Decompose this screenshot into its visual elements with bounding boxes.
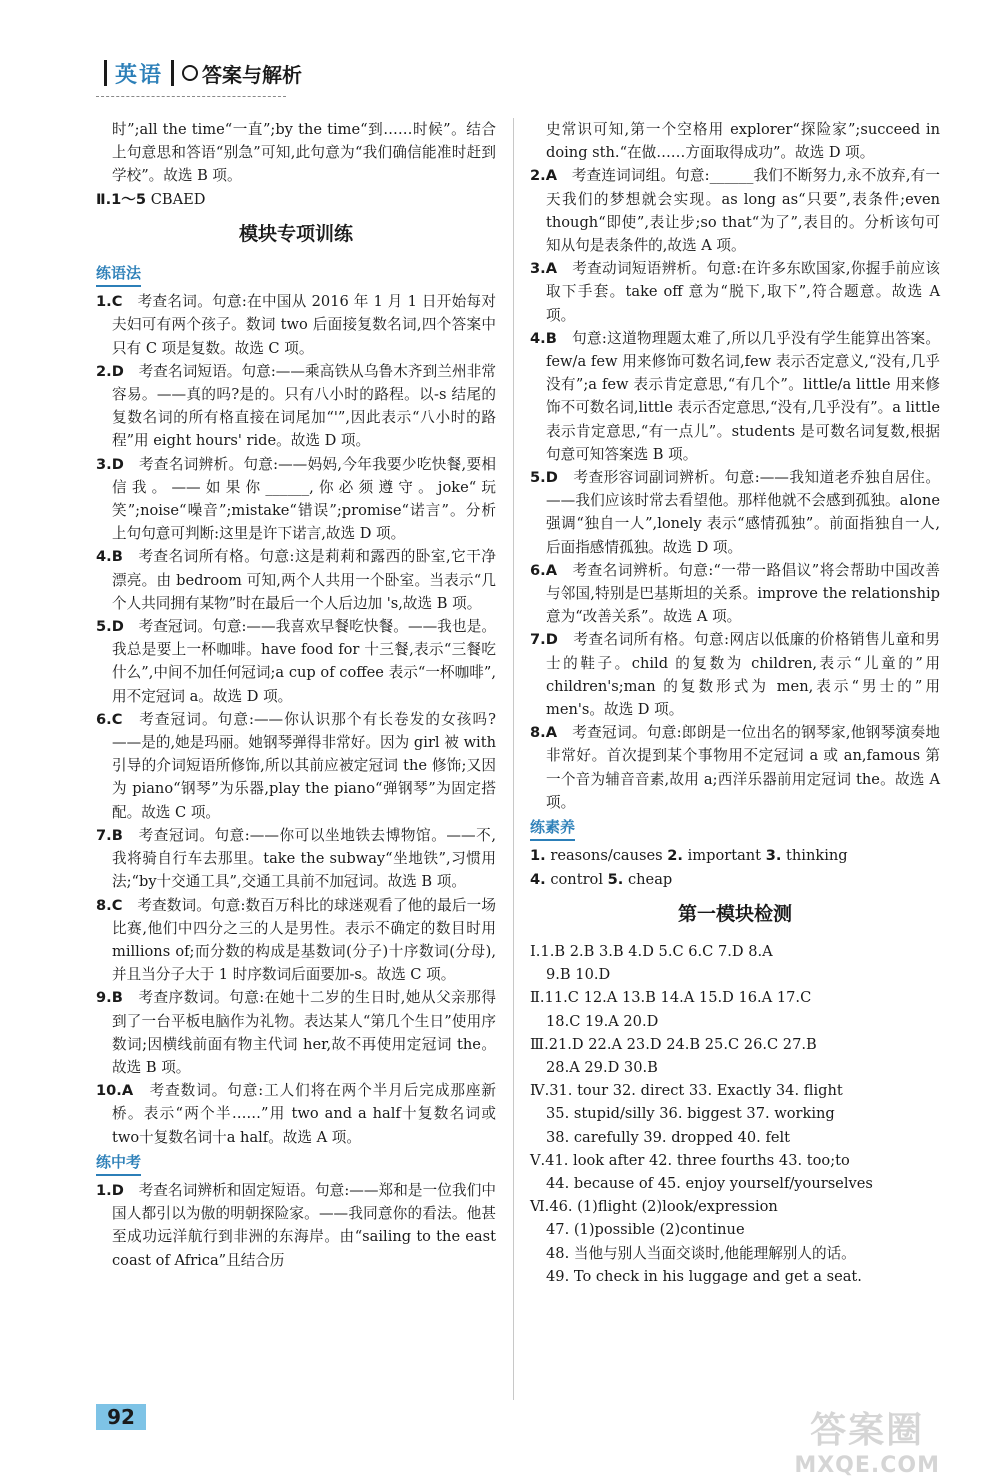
grammar-item: 6.C 考查冠词。句意:——你认识那个有长卷发的女孩吗?——是的,她是玛丽。她钢琴弹得非常好。因为 girl 被 with 引导的介词短语所修饰,所以其前应被定冠词 the 修饰;又因为 piano“钢琴”为乐器,play the piano“弹钢琴”为固定搭配。故选 C 项。 <box>96 710 496 821</box>
tag-exam: 练中考 <box>96 1151 141 1176</box>
grammar-item: 10.A 考查数词。句意:工人们将在两个半月后完成那座新桥。表示“两个半……”用 two and a half十复数名词或 two十复数名词十a half。故选 A 项。 <box>96 1082 496 1146</box>
tag-literacy: 练素养 <box>530 816 575 841</box>
page-number: 92 <box>96 1404 146 1430</box>
page-header <box>96 55 302 91</box>
literacy-line: 1. reasons/causes 2. important 3. thinking <box>530 847 848 865</box>
exam-item: 7.D 考查名词所有格。句意:网店以低廉的价格销售儿童和男士的鞋子。child 的复数为 children,表示“儿童的”用 children's;man 的复数形式为 men,表示“男士的”用 men's。故选 D 项。 <box>530 631 940 719</box>
section-title: 模块专项训练 <box>238 222 353 245</box>
watermark-line1: 答案圈 <box>810 1410 925 1451</box>
column-divider <box>513 118 514 1400</box>
grammar-item: 3.D 考查名词辨析。句意:——妈妈,今年我要少吃快餐,要相信我。——如果你______,你必须遵守。joke“玩笑”;noise“噪音”;mistake“错误”;promise“诺言”。分析上句句意可判断:这里是许下诺言,故选 D 项。 <box>96 455 496 543</box>
test-line: Ⅲ.21.D 22.A 23.D 24.B 25.C 26.C 27.B <box>530 1035 817 1053</box>
test-line: 44. because of 45. enjoy yourself/yourselves <box>546 1174 873 1192</box>
test-line: 18.C 19.A 20.D <box>546 1012 659 1030</box>
test-line: Ⅱ.11.C 12.A 13.B 14.A 15.D 16.A 17.C <box>530 989 812 1007</box>
exam-item: 8.A 考查冠词。句意:郎朗是一位出名的钢琴家,他钢琴演奏地非常好。首次提到某个事物用不定冠词 a 或 an,famous 第一个音为辅音音素,故用 a;西洋乐器前用定冠词 the。故选 A 项。 <box>530 724 940 811</box>
exam-item: 1.D 考查名词辨析和固定短语。句意:——郑和是一位我们中国人都引以为傲的明朝探险家。——我同意你的看法。他甚至成功远洋航行到非洲的东海岸。由“sailing to the east coast of Africa”且结合历 <box>96 1181 496 1269</box>
test-line: Ⅳ.31. tour 32. direct 33. Exactly 34. flight <box>530 1082 843 1100</box>
grammar-item: 1.C 考查名词。句意:在中国从 2016 年 1 月 1 日开始每对夫妇可有两个孩子。数词 two 后面接复数名词,四个答案中只有 C 项是复数。故选 C 项。 <box>96 293 496 357</box>
exam-item: 2.A 考查连词词组。句意:______我们不断努力,永不放弃,有一天我们的梦想就会实现。as long as“只要”,表条件;even though“即使”,表让步;so that“为了”,表目的。分析该句可知从句是表条件的,故选 A 项。 <box>530 167 940 255</box>
continued-text: 时”;all the time“一直”;by the time“到……时候”。结合上句意思和答语“别急”可知,此句意为“我们确信能准时赶到学校”。故选 B 项。 <box>112 121 496 185</box>
grammar-item: 2.D 考查名词短语。句意:——乘高铁从乌鲁木齐到兰州非常容易。——真的吗?是的。只有八小时的路程。以-s 结尾的复数名词的所有格直接在词尾加“'”,因此表示“八小时的路程”用 eight hours' ride。故选 D 项。 <box>96 362 496 450</box>
subject-label: 英语 <box>115 62 164 88</box>
grammar-item: 9.B 考查序数词。句意:在她十二岁的生日时,她从父亲那得到了一台平板电脑作为礼物。表达某人“第几个生日”使用序数词;因横线前面有物主代词 her,故不再使用定冠词 the。故选 B 项。 <box>96 989 496 1076</box>
test-title: 第一模块检测 <box>677 902 792 925</box>
watermark-line2: MXQE.COM <box>794 1453 940 1478</box>
test-line: 35. stupid/silly 36. biggest 37. working <box>546 1105 835 1123</box>
test-line: 38. carefully 39. dropped 40. felt <box>546 1128 791 1146</box>
answer-line: Ⅱ.1～5 CBAED <box>96 190 206 208</box>
literacy-line: 4. control 5. cheap <box>530 870 673 888</box>
grammar-item: 7.B 考查冠词。句意:——你可以坐地铁去博物馆。——不,我将骑自行车去那里。take the subway“坐地铁”,习惯用法;“by十交通工具”,交通工具前不加冠词。故选 B 项。 <box>96 826 496 891</box>
grammar-item: 8.C 考查数词。句意:数百万科比的球迷观看了他的最后一场比赛,他们中四分之三的人是男性。表示不确定的数目时用 millions of;而分数的构成是基数词(分子)十序数词(分母),并且当分子大于 1 时序数词后面要加-s。故选 C 项。 <box>96 896 496 984</box>
right-column <box>530 118 940 1288</box>
test-line: Ⅴ.41. look after 42. three fourths 43. too;to <box>530 1151 850 1169</box>
header-bar <box>104 60 107 86</box>
grammar-item: 4.B 考查名词所有格。句意:这是莉莉和露西的卧室,它干净漂亮。由 bedroom 可知,两个人共用一个卧室。当表示“几个人共同拥有某物”时在最后一个人后边加 's,故选 B 项。 <box>96 548 496 612</box>
exam-item: 4.B 句意:这道物理题太难了,所以几乎没有学生能算出答案。few/a few 用来修饰可数名词,few 表示否定意义,“没有,几乎没有”;a few 表示肯定意思,“有几个”。little/a little 用来修饰不可数名词,little 表示否定意思,“没有,几乎没有”。a little 表示肯定意思,“有一点儿”。students 是可数名词复数,根据句意可知答案选 B 项。 <box>530 329 940 463</box>
header-bar <box>171 60 174 86</box>
test-line: Ⅰ.1.B 2.B 3.B 4.D 5.C 6.C 7.D 8.A <box>530 942 773 960</box>
test-line: 28.A 29.D 30.B <box>546 1058 658 1076</box>
exam-item: 5.D 考查形容词副词辨析。句意:——我知道老乔独自居住。——我们应该时常去看望他。那样他就不会感到孤独。alone 强调“独自一人”,lonely 表示“感情孤独”。前面指独自一人,后面指感情孤独。故选 D 项。 <box>530 469 940 556</box>
header-rule <box>96 96 286 97</box>
header-title: 答案与解析 <box>202 62 303 87</box>
test-line: 48. 当他与别人当面交谈时,他能理解别人的话。 <box>546 1244 856 1262</box>
tag-grammar: 练语法 <box>96 262 141 287</box>
test-line: 9.B 10.D <box>546 966 611 984</box>
test-line: 47. (1)possible (2)continue <box>546 1221 745 1239</box>
grammar-item: 5.D 考查冠词。句意:——我喜欢早餐吃快餐。——我也是。我总是要上一杯咖啡。have food for 十三餐,表示“三餐吃什么”,中间不加任何冠词;a cup of coffee 表示“一杯咖啡”,用不定冠词 a。故选 D 项。 <box>96 618 496 705</box>
left-column <box>96 118 496 1272</box>
continued-text: 史常识可知,第一个空格用 explorer“探险家”;succeed in doing sth.“在做……方面取得成功”。故选 D 项。 <box>546 121 940 162</box>
exam-item: 6.A 考查名词辨析。句意:“一带一路倡议”将会帮助中国改善与邻国,特别是巴基斯坦的关系。improve the relationship 意为“改善关系”。故选 A 项。 <box>530 561 940 626</box>
test-line: Ⅵ.46. (1)flight (2)look/expression <box>530 1198 778 1216</box>
exam-item: 3.A 考查动词短语辨析。句意:在许多东欧国家,你握手前应该取下手套。take off 意为“脱下,取下”,符合题意。故选 A 项。 <box>530 260 940 324</box>
test-line: 49. To check in his luggage and get a seat. <box>546 1267 862 1285</box>
circle-icon <box>182 65 198 81</box>
watermark <box>794 1402 940 1478</box>
